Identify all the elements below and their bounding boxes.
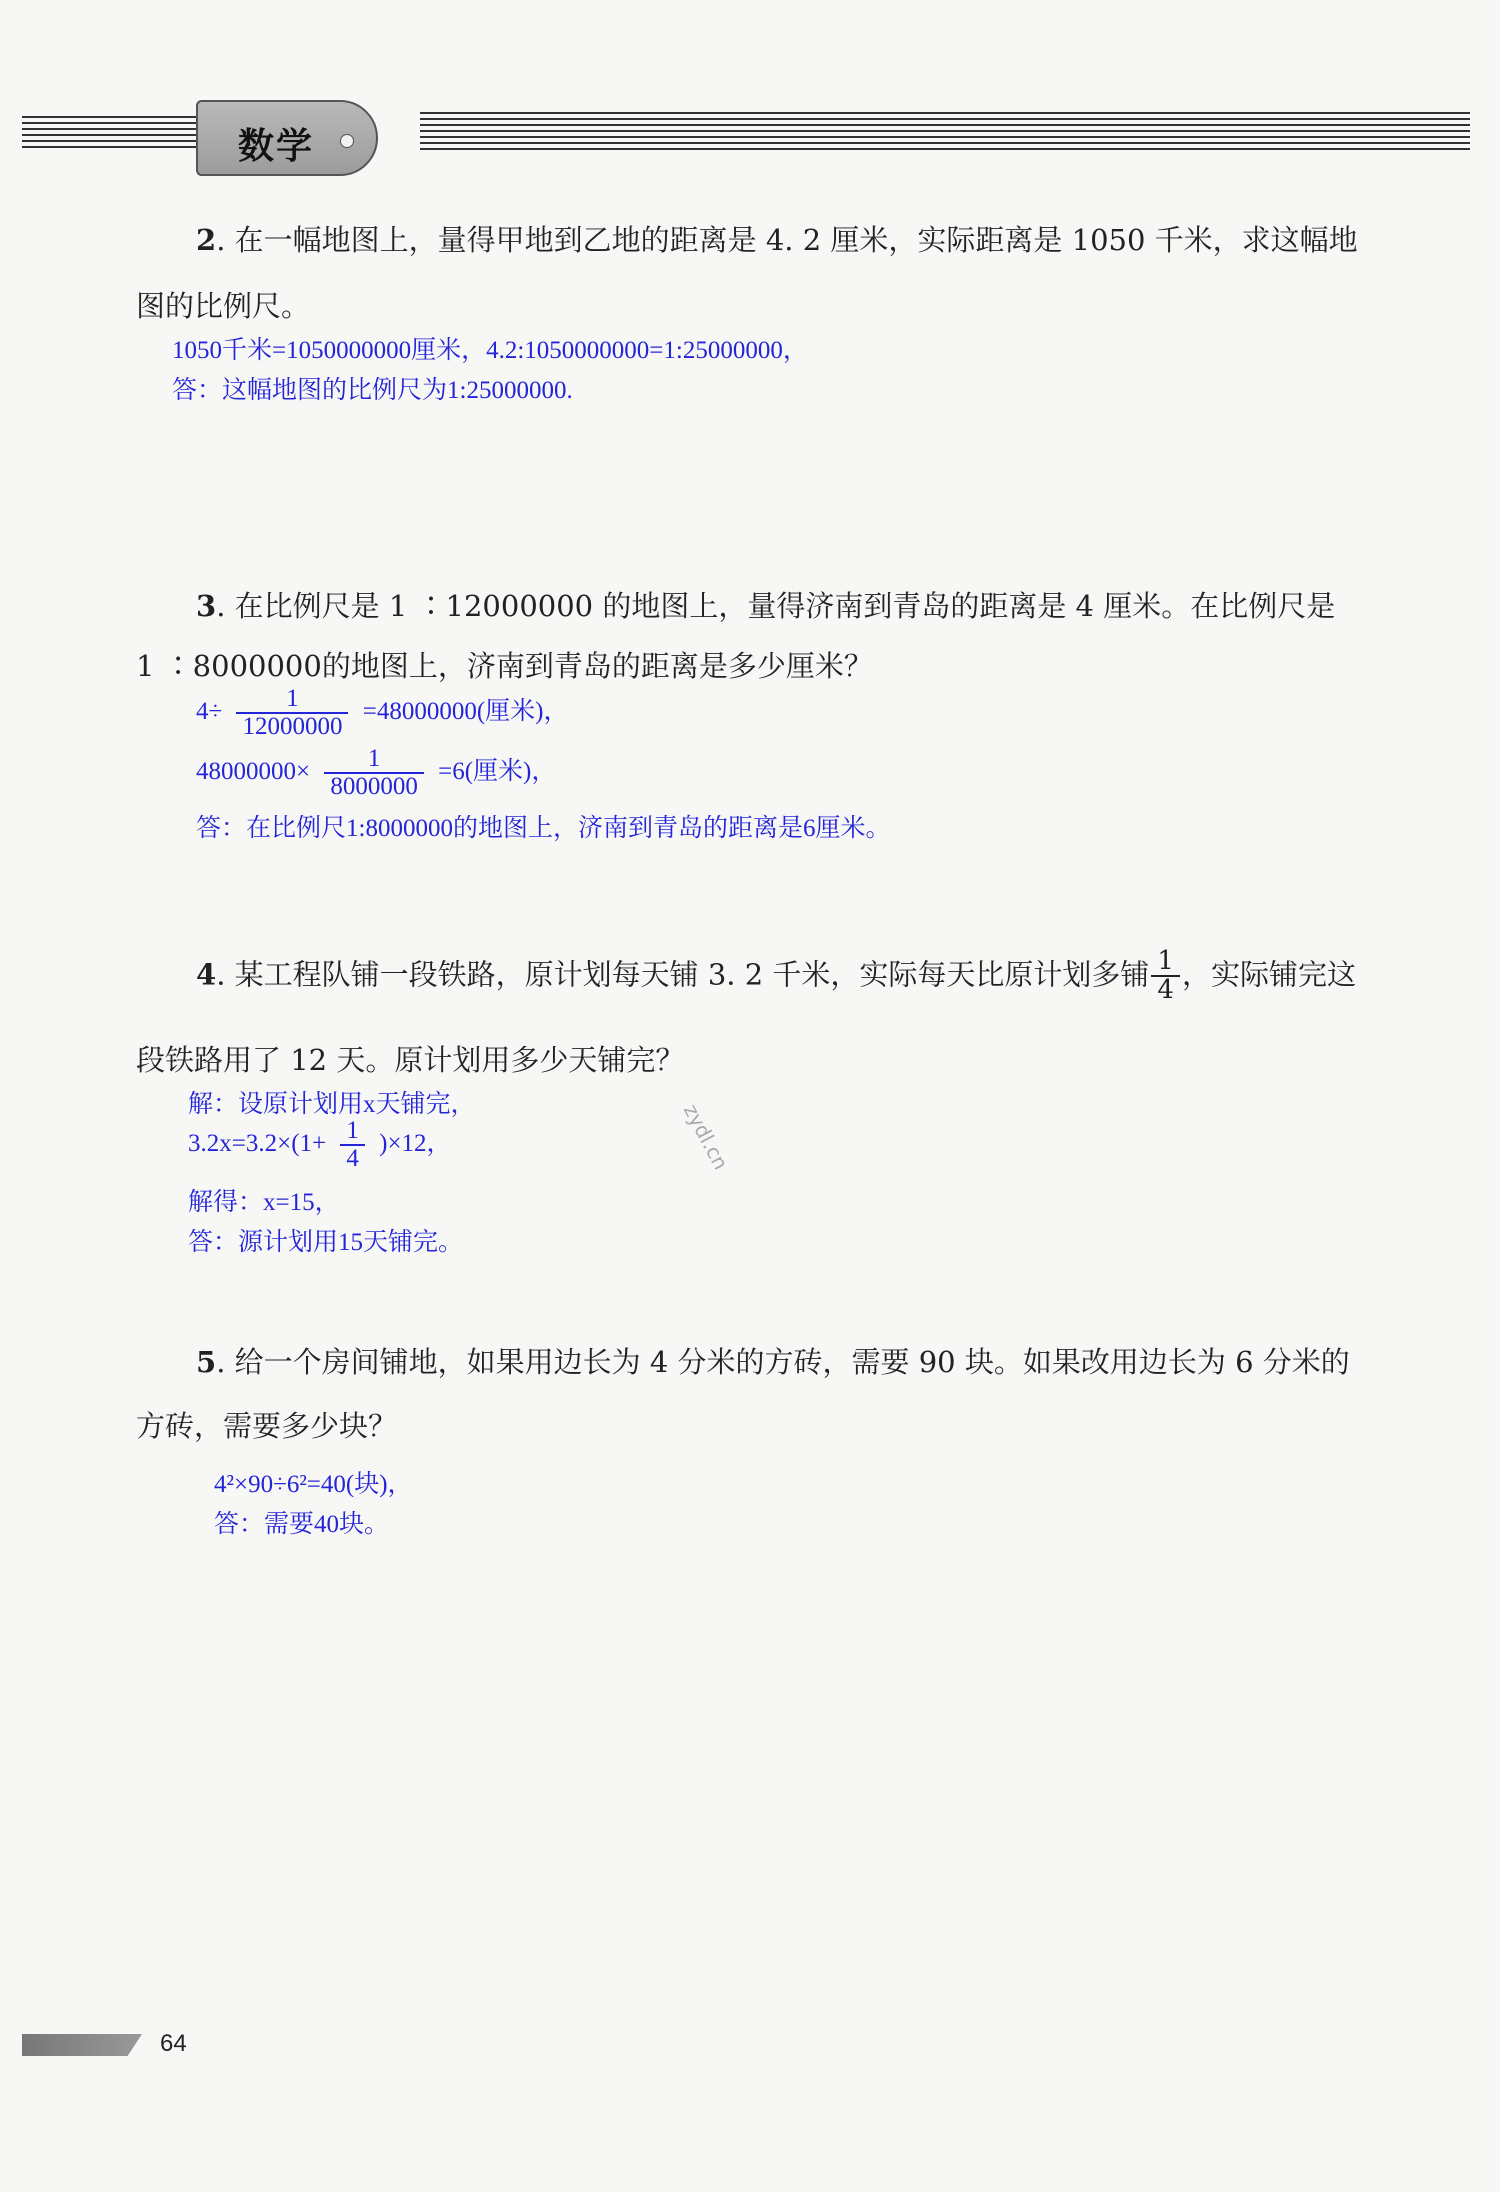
fraction-denominator: 4 (1151, 975, 1180, 1004)
answer-2-line-2: 答：这幅地图的比例尺为1:25000000. (172, 377, 573, 404)
question-2-line-1: 2. 在一幅地图上，量得甲地到乙地的距离是 4. 2 厘米，实际距离是 1050 千米，求这幅地 (196, 223, 1358, 257)
question-2-line-2: 图的比例尺。 (136, 289, 311, 323)
question-number: 2 (196, 223, 217, 257)
header-rule-left (22, 116, 202, 162)
fraction-numerator: 1 (286, 685, 299, 712)
equation-text: 48000000× (196, 757, 311, 785)
answer-4-line-3: 解得：x=15， (188, 1189, 340, 1216)
equation-text: =6(厘米)， (438, 757, 557, 785)
question-text: 在一幅地图上，量得甲地到乙地的距离是 4. 2 厘米，实际距离是 1050 千米，求这幅地 (234, 223, 1358, 257)
question-3-line-2: 1 ∶8000000的地图上，济南到青岛的距离是多少厘米？ (136, 649, 873, 683)
question-5-line-2: 方砖，需要多少块？ (136, 1409, 398, 1443)
fraction-denominator: 12000000 (236, 712, 348, 740)
fraction-denominator: 8000000 (324, 772, 424, 800)
fraction-denominator: 4 (340, 1144, 365, 1172)
answer-3-final: 答：在比例尺1:8000000的地图上，济南到青岛的距离是6厘米。 (196, 815, 891, 842)
answer-4-equation (188, 1118, 452, 1173)
answer-5-line-1: 4²×90÷6²=40(块)， (214, 1471, 413, 1498)
fraction-numerator: 1 (1157, 946, 1174, 976)
tab-hole-icon (340, 134, 354, 148)
question-number: 3 (196, 589, 217, 623)
equation-text: =48000000(厘米)， (362, 697, 569, 725)
answer-4-line-1: 解：设原计划用x天铺完， (188, 1091, 476, 1118)
watermark: zydl.cn (678, 1100, 734, 1174)
answer-5-line-2: 答：需要40块。 (214, 1511, 390, 1538)
question-4-line-2: 段铁路用了 12 天。原计划用多少天铺完？ (136, 1043, 685, 1077)
question-text: 给一个房间铺地，如果用边长为 4 分米的方砖，需要 90 块。如果改用边长为 6 分米的 (234, 1345, 1350, 1379)
question-4-line-1: 4. 某工程队铺一段铁路，原计划每天铺 3. 2 千米，实际每天比原计划多铺 $\frac{1}{4}$ ，实际铺完这 (196, 946, 1356, 1006)
fraction (1151, 948, 1180, 1005)
question-number: 4 (196, 957, 217, 992)
question-3-line-1: 3. 在比例尺是 1 ∶12000000 的地图上，量得济南到青岛的距离是 4 厘米。在比例尺是 (196, 589, 1336, 623)
question-text: 在比例尺是 1 ∶12000000 的地图上，量得济南到青岛的距离是 4 厘米。在比例尺是 (234, 589, 1336, 623)
fraction (340, 1118, 365, 1173)
footer-bar (22, 2034, 142, 2056)
equation-text: 4÷ (196, 697, 223, 725)
fraction (324, 746, 424, 801)
question-text: ，实际铺完这 (1181, 957, 1356, 992)
answer-3-equation-1 (196, 686, 568, 741)
fraction-numerator: 1 (346, 1117, 359, 1144)
fraction-numerator: 1 (367, 745, 381, 772)
page-number: 64 (160, 2030, 187, 2057)
answer-3-equation-2 (196, 746, 556, 801)
equation-text: )×12， (379, 1129, 452, 1157)
equation-text: 3.2x=3.2×(1+ (188, 1129, 327, 1157)
question-text: 某工程队铺一段铁路，原计划每天铺 3. 2 千米，实际每天比原计划多铺 (234, 957, 1150, 992)
header-rule-right (420, 112, 1470, 162)
question-5-line-1: 5. 给一个房间铺地，如果用边长为 4 分米的方砖，需要 90 块。如果改用边长为 6 分米的 (196, 1345, 1350, 1379)
question-number: 5 (196, 1345, 217, 1379)
answer-4-line-4: 答：源计划用15天铺完。 (188, 1229, 464, 1256)
subject-title: 数学 (238, 126, 315, 167)
subject-tab (196, 100, 378, 176)
answer-2-line-1: 1050千米=1050000000厘米，4.2:1050000000=1:25000000， (172, 337, 808, 364)
fraction (236, 686, 348, 741)
